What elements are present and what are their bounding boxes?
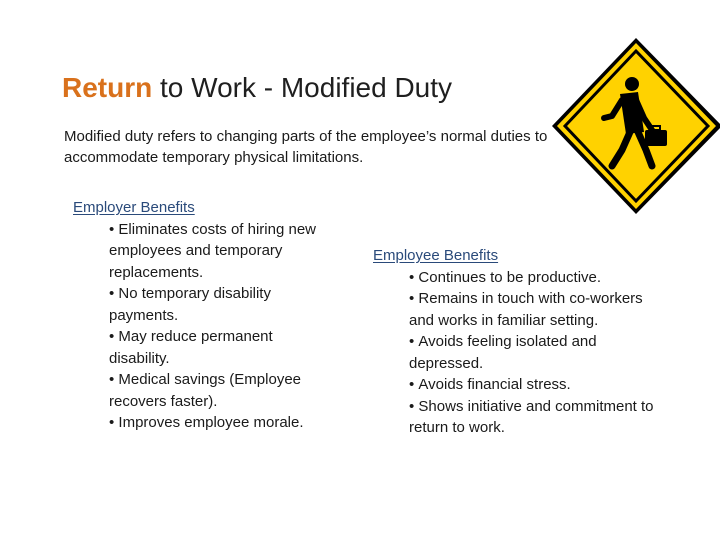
intro-text: Modified duty refers to changing parts of the employee’s normal duties to accommodate temporary physical limitations. [64, 128, 548, 166]
list-item: • Medical savings (Employee recovers faster). [109, 369, 333, 412]
list-item: • No temporary disability payments. [109, 283, 333, 326]
list-item: • May reduce permanent disability. [109, 326, 333, 369]
title-rest: to Work - Modified Duty [152, 72, 453, 103]
employee-benefits [373, 245, 663, 439]
employer-benefits-list [73, 219, 333, 434]
list-item: • Continues to be productive. [409, 267, 663, 289]
walking-worker-sign-icon [548, 34, 720, 218]
employer-benefits [73, 197, 333, 434]
employer-benefits-heading: Employer Benefits [73, 199, 195, 216]
list-item: • Avoids feeling isolated and depressed. [409, 331, 663, 374]
employee-benefits-list [373, 267, 663, 439]
slide-title [62, 70, 452, 106]
title-accent: Return [62, 72, 153, 103]
list-item: • Shows initiative and commitment to return to work. [409, 396, 663, 439]
list-item: • Avoids financial stress. [409, 374, 663, 396]
list-item: • Remains in touch with co-workers and works in familiar setting. [409, 288, 663, 331]
list-item: • Improves employee morale. [109, 412, 333, 434]
list-item: • Eliminates costs of hiring new employees and temporary replacements. [109, 219, 333, 284]
employee-benefits-heading: Employee Benefits [373, 247, 499, 264]
